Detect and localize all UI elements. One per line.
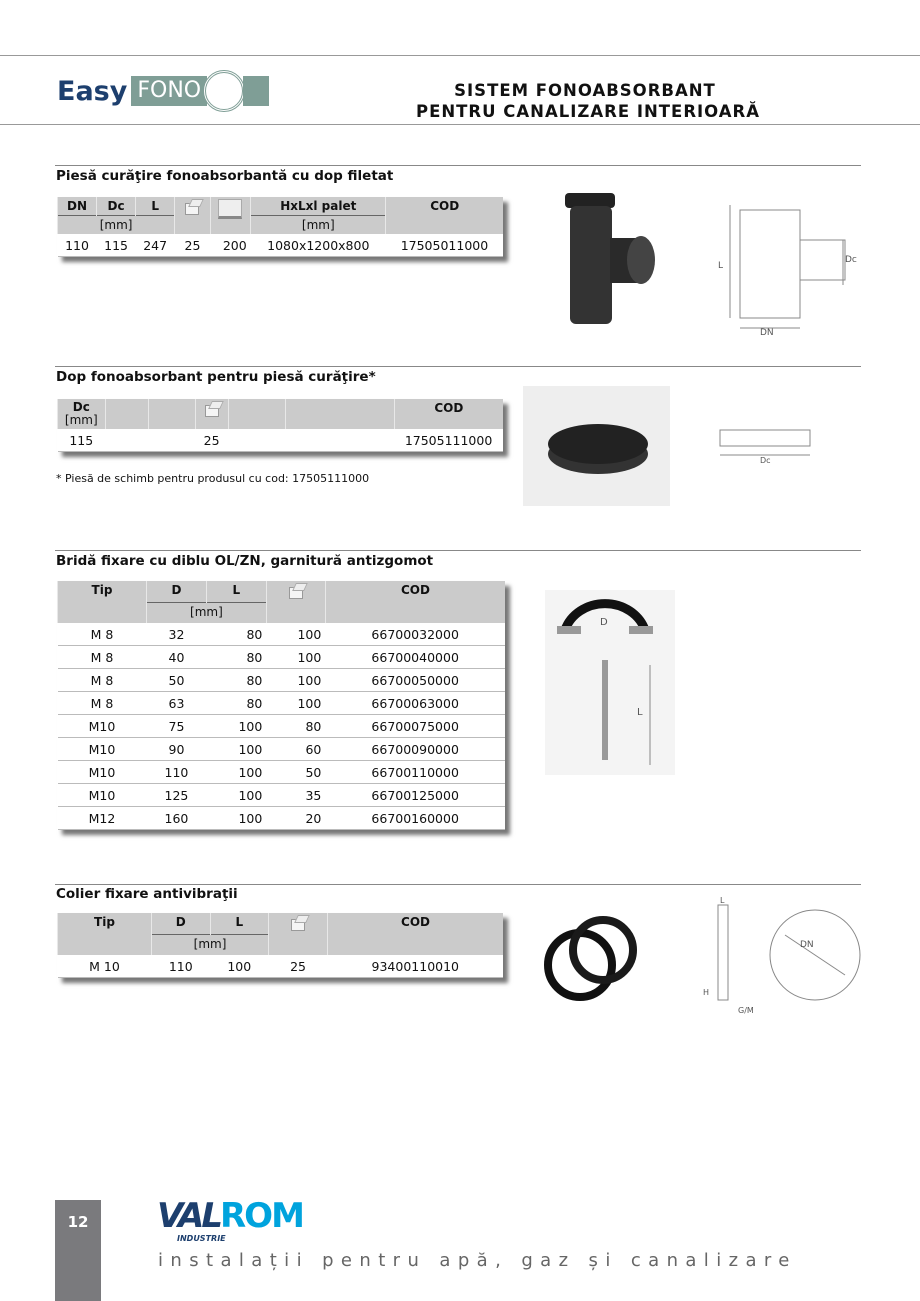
bracket-table: [57, 581, 505, 830]
cell: 80: [206, 623, 266, 646]
cell: 66700160000: [325, 807, 505, 830]
table-row: [58, 429, 504, 452]
dim-dn: DN: [800, 940, 814, 950]
cell: 66700032000: [325, 623, 505, 646]
col-tip: Tip: [58, 581, 147, 623]
plug-table: [57, 399, 503, 452]
cell: 66700050000: [325, 669, 505, 692]
cell: 63: [147, 692, 207, 715]
dim-dc: Dc: [760, 456, 771, 465]
plug-photo: [523, 386, 670, 506]
cell: 66700090000: [325, 738, 505, 761]
unit-mm: [mm]: [251, 216, 386, 235]
cell: 100: [206, 738, 266, 761]
cell: 115: [97, 234, 136, 257]
cell: 100: [266, 623, 325, 646]
cell: 100: [206, 715, 266, 738]
cell: M10: [58, 715, 147, 738]
title-line-2: PENTRU CANALIZARE INTERIOARĂ: [416, 102, 760, 121]
box-icon-header: [269, 913, 328, 955]
cell: 200: [210, 234, 250, 257]
box-icon: [182, 199, 202, 213]
unit-mm: [mm]: [64, 413, 98, 427]
footnote: * Piesă de schimb pentru produsul cu cod: 17505111000: [56, 472, 370, 485]
cell: 66700110000: [325, 761, 505, 784]
logo-fono: FONO: [131, 76, 207, 106]
table-row: [58, 738, 506, 761]
cell: 66700040000: [325, 646, 505, 669]
page-number-tab: [55, 1200, 101, 1301]
box-icon: [202, 401, 222, 415]
dim-l: L: [718, 261, 724, 271]
title-line-1: SISTEM FONOABSORBANT: [454, 81, 716, 100]
col-l: L: [136, 197, 175, 216]
col-l: L: [210, 913, 269, 934]
sound-spiral-icon: [203, 70, 245, 112]
cell: 32: [147, 623, 207, 646]
box-icon-header: [175, 197, 211, 234]
cell: 66700075000: [325, 715, 505, 738]
table-row: [58, 784, 506, 807]
cell: M10: [58, 738, 147, 761]
box-icon: [288, 915, 308, 929]
clamp-table: [57, 913, 503, 978]
logo-bar: [243, 76, 269, 106]
dim-l: L: [637, 707, 643, 718]
col-cod: COD: [325, 581, 505, 623]
cell: M 8: [58, 669, 147, 692]
clamp-photo: [535, 905, 645, 1010]
cell: 110: [147, 761, 207, 784]
logo-easy: Easy: [57, 75, 128, 107]
col-tip: Tip: [58, 913, 152, 955]
dim-h: H: [703, 988, 710, 997]
box-icon-header: [195, 399, 228, 429]
logo-rom: ROM: [219, 1196, 303, 1236]
table-row: [58, 692, 506, 715]
cell: 93400110010: [328, 955, 503, 978]
table-row: [58, 646, 506, 669]
table-row: [58, 715, 506, 738]
col-cod: COD: [386, 197, 503, 234]
cell: 60: [266, 738, 325, 761]
table-row: [58, 234, 504, 257]
cell: 17505011000: [386, 234, 503, 257]
section-title-plug: Dop fonoabsorbant pentru piesă curăţire*: [56, 369, 376, 385]
unit-mm: [mm]: [147, 602, 267, 623]
bracket-photo: [545, 590, 675, 775]
table-row: [58, 807, 506, 830]
cleanout-table: [57, 197, 503, 257]
cell: 110: [152, 955, 211, 978]
cleanout-tee-photo: [555, 188, 665, 328]
cell: 115: [58, 429, 106, 452]
dim-dc: Dc: [845, 255, 857, 265]
section-title-clamp: Colier fixare antivibraţii: [56, 886, 238, 902]
box-icon: [286, 583, 306, 597]
pallet-icon-header: [210, 197, 250, 234]
dim-dn: DN: [760, 328, 774, 338]
valrom-logo: [157, 1196, 327, 1246]
cell: 125: [147, 784, 207, 807]
cell: M 8: [58, 623, 147, 646]
box-icon-header: [266, 581, 325, 623]
table-row: [58, 669, 506, 692]
cell: 100: [210, 955, 269, 978]
cell: 50: [147, 669, 207, 692]
cell: 1080x1200x800: [251, 234, 386, 257]
col-d: D: [147, 581, 207, 602]
cell: 66700063000: [325, 692, 505, 715]
cell: 100: [206, 784, 266, 807]
col-l: L: [206, 581, 266, 602]
tagline: instalații pentru apă, gaz și canalizare: [158, 1250, 797, 1271]
cell: 25: [195, 429, 228, 452]
plug-drawing: [715, 425, 815, 465]
cell: 80: [266, 715, 325, 738]
dim-d: D: [600, 617, 608, 628]
unit-mm: [mm]: [152, 934, 269, 955]
table-row: [58, 955, 504, 978]
cell: 20: [266, 807, 325, 830]
unit-mm: [mm]: [58, 216, 175, 235]
cell: 25: [269, 955, 328, 978]
cell: M 8: [58, 646, 147, 669]
cleanout-tee-drawing: [715, 200, 855, 340]
cell: M10: [58, 761, 147, 784]
logo-val: VAL: [157, 1196, 220, 1236]
col-cod: COD: [394, 399, 503, 429]
cell: M10: [58, 784, 147, 807]
cell: 17505111000: [394, 429, 503, 452]
col-cod: COD: [328, 913, 503, 955]
cell: 25: [175, 234, 211, 257]
cell: 247: [136, 234, 175, 257]
cell: M 8: [58, 692, 147, 715]
clamp-drawing: [700, 895, 875, 1015]
col-d: D: [152, 913, 211, 934]
cell: 66700125000: [325, 784, 505, 807]
cell: 90: [147, 738, 207, 761]
cell: 110: [58, 234, 97, 257]
pallet-icon: [218, 199, 242, 219]
dim-gm: G/M: [738, 1006, 754, 1015]
cell: 35: [266, 784, 325, 807]
cell: 50: [266, 761, 325, 784]
logo-industrie: INDUSTRIE: [177, 1234, 226, 1243]
section-title-cleanout: Piesă curăţire fonoabsorbantă cu dop filetat: [56, 168, 394, 184]
cell: 75: [147, 715, 207, 738]
cell: M12: [58, 807, 147, 830]
col-pallet: HxLxl palet: [251, 197, 386, 216]
cell: 100: [266, 692, 325, 715]
cell: 160: [147, 807, 207, 830]
cell: 80: [206, 669, 266, 692]
col-dc: Dc: [72, 400, 90, 414]
cell: 40: [147, 646, 207, 669]
cell: 100: [206, 807, 266, 830]
table-row: [58, 761, 506, 784]
table-row: [58, 623, 506, 646]
easyfono-logo: [57, 70, 269, 112]
section-title-bracket: Bridă fixare cu diblu OL/ZN, garnitură antizgomot: [56, 553, 434, 569]
cell: 80: [206, 692, 266, 715]
page-number: 12: [67, 1213, 89, 1231]
cell: 100: [266, 646, 325, 669]
cell: 80: [206, 646, 266, 669]
col-dn: DN: [58, 197, 97, 216]
cell: 100: [266, 669, 325, 692]
page-title: [340, 80, 760, 122]
cell: M 10: [58, 955, 152, 978]
col-dc: Dc: [97, 197, 136, 216]
cell: 100: [206, 761, 266, 784]
dim-l: L: [720, 896, 725, 905]
